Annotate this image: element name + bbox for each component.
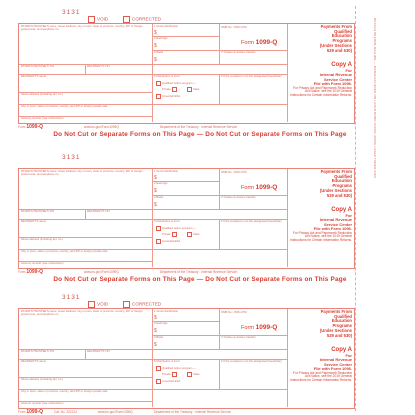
form-footer: Form 1099-Q Cat. No. 32223J www.irs.gov/Form1099Q Department of the Treasury - Internal Revenue Service (18, 409, 232, 415)
box6-label: 6 If the recipient is not the designated beneficiary (221, 219, 282, 223)
box2-label: 2 Earnings (154, 181, 168, 185)
box2-dollar: $ (154, 43, 157, 49)
corrected-checkbox[interactable] (123, 16, 161, 23)
box3-dollar: $ (154, 342, 157, 348)
city-label: City or town, state or province, country, and ZIP or foreign postal code (21, 389, 108, 393)
copy-a-block: Copy A For Internal Revenue Service Center File with Form 1096. For Privacy Act and Paperwork Reduction Act Notice, see the 2019 General Instructions for Certain Information Returns. (290, 347, 352, 383)
form-number: Form 1099-Q (241, 324, 278, 331)
corrected-box[interactable] (123, 301, 130, 308)
tax-form-sheet (8, 6, 408, 415)
form-grid (18, 308, 355, 409)
box2-label: 2 Earnings (154, 36, 168, 40)
box5-state[interactable]: State (187, 232, 200, 237)
recipient-name-label: RECIPIENT'S name (21, 219, 47, 223)
box5-state[interactable]: State (187, 87, 200, 92)
corrected-checkbox[interactable] (123, 301, 161, 308)
form-title: Payments From Qualified Education Programs (Under Sections 529 and 530) (319, 24, 352, 53)
corrected-label: CORRECTED (132, 16, 162, 22)
form-1099q-middle (18, 151, 353, 275)
box1-label: 1 Gross distribution (154, 309, 179, 313)
box6-label: 6 If the recipient is not the designated beneficiary (221, 359, 282, 363)
box5-qtp[interactable]: Qualified tuition program — (156, 81, 196, 86)
box3-label: 3 Basis (154, 195, 164, 199)
box4-label: 4 Trustee-to-trustee transfer (221, 195, 256, 199)
street-label: Street address (including apt. no.) (21, 92, 63, 96)
box3-dollar: $ (154, 202, 157, 208)
box3-dollar: $ (154, 57, 157, 63)
form-1099q-bottom (18, 291, 353, 415)
cut-notice-2: Do Not Cut or Separate Forms on This Page — Do Not Cut or Separate Forms on This Page (53, 276, 347, 283)
box5-coverdell[interactable]: Coverdell ESA (156, 94, 180, 99)
payer-info-label: PAYER'S/TRUSTEE'S name, street address, city or town, state or province, country, ZIP or foreign postal code, and telephone no. (21, 309, 143, 317)
form-1099q-top (18, 6, 353, 130)
box5-coverdell[interactable]: Coverdell ESA (156, 239, 180, 244)
omb-number: OMB No. 1545-1760 (221, 310, 247, 314)
omb-number: OMB No. 1545-1760 (221, 170, 247, 174)
box5-state[interactable]: State (187, 372, 200, 377)
form-number: Form 1099-Q (241, 39, 278, 46)
recipient-tin-label: RECIPIENT'S TIN (87, 64, 110, 68)
account-label: Account number (see instructions) (21, 261, 64, 265)
void-checkbox[interactable] (88, 301, 108, 308)
recipient-name-label: RECIPIENT'S name (21, 359, 47, 363)
box5-private[interactable]: Private (162, 232, 178, 237)
box2-dollar: $ (154, 328, 157, 334)
box5-coverdell[interactable]: Coverdell ESA (156, 379, 180, 384)
payer-info-label: PAYER'S/TRUSTEE'S name, street address, city or town, state or province, country, ZIP or foreign postal code, and telephone no. (21, 24, 143, 32)
box4-label: 4 Trustee-to-trustee transfer (221, 335, 256, 339)
void-checkbox[interactable] (88, 16, 108, 23)
box1-dollar: $ (154, 175, 157, 181)
omb-number: OMB No. 1545-1760 (221, 25, 247, 29)
form-grid (18, 23, 355, 124)
box5-private[interactable]: Private (162, 87, 178, 92)
void-box[interactable] (88, 301, 95, 308)
box5-qtp[interactable]: Qualified tuition program — (156, 366, 196, 371)
box1-dollar: $ (154, 30, 157, 36)
box3-label: 3 Basis (154, 50, 164, 54)
payer-info-label: PAYER'S/TRUSTEE'S name, street address, city or town, state or province, country, ZIP or foreign postal code, and telephone no. (21, 169, 143, 177)
form-grid (18, 168, 355, 269)
box5-label: 5 Distribution is from: (154, 359, 181, 363)
form-title: Payments From Qualified Education Programs (Under Sections 529 and 530) (319, 169, 352, 198)
account-label: Account number (see instructions) (21, 401, 64, 405)
form-footer: Form 1099-Q www.irs.gov/Form1099Q Department of the Treasury - Internal Revenue Service (18, 124, 238, 130)
city-label: City or town, state or province, country, and ZIP or foreign postal code (21, 104, 108, 108)
box6-label: 6 If the recipient is not the designated beneficiary (221, 74, 282, 78)
side-notice: DETACH BEFORE MAILING — MANUFACTURED ON LASER BOND PAPER USING LASER TONER INKS (373, 18, 377, 179)
street-label: Street address (including apt. no.) (21, 237, 63, 241)
copy-a-block: Copy A For Internal Revenue Service Center File with Form 1096. For Privacy Act and Paperwork Reduction Act Notice, see the 2019 General Instructions for Certain Information Returns. (290, 62, 352, 98)
form-code: 3131 (62, 9, 81, 16)
form-number: Form 1099-Q (241, 184, 278, 191)
box5-label: 5 Distribution is from: (154, 219, 181, 223)
recipient-tin-label: RECIPIENT'S TIN (87, 209, 110, 213)
street-label: Street address (including apt. no.) (21, 377, 63, 381)
form-title: Payments From Qualified Education Programs (Under Sections 529 and 530) (319, 309, 352, 338)
recipient-name-label: RECIPIENT'S name (21, 74, 47, 78)
box2-dollar: $ (154, 188, 157, 194)
perforation-line (355, 6, 356, 411)
box1-dollar: $ (154, 315, 157, 321)
payer-tin-label: PAYER'S/TRUSTEE'S TIN (21, 349, 54, 353)
account-label: Account number (see instructions) (21, 116, 64, 120)
box5-private[interactable]: Private (162, 372, 178, 377)
payer-tin-label: PAYER'S/TRUSTEE'S TIN (21, 64, 54, 68)
box2-label: 2 Earnings (154, 321, 168, 325)
form-code: 3131 (62, 294, 81, 301)
form-code: 3131 (62, 154, 81, 161)
void-label: VOID (97, 301, 109, 307)
corrected-box[interactable] (123, 16, 130, 23)
box5-label: 5 Distribution is from: (154, 74, 181, 78)
form-footer: Form 1099-Q www.irs.gov/Form1099Q Department of the Treasury - Internal Revenue Service (18, 269, 238, 275)
payer-tin-label: PAYER'S/TRUSTEE'S TIN (21, 209, 54, 213)
box1-label: 1 Gross distribution (154, 169, 179, 173)
box3-label: 3 Basis (154, 335, 164, 339)
cut-notice-1: Do Not Cut or Separate Forms on This Page — Do Not Cut or Separate Forms on This Page (53, 131, 347, 138)
box1-label: 1 Gross distribution (154, 24, 179, 28)
box4-label: 4 Trustee-to-trustee transfer (221, 50, 256, 54)
void-label: VOID (97, 16, 109, 22)
copy-a-block: Copy A For Internal Revenue Service Center File with Form 1096. For Privacy Act and Paperwork Reduction Act Notice, see the 2019 General Instructions for Certain Information Returns. (290, 207, 352, 243)
city-label: City or town, state or province, country, and ZIP or foreign postal code (21, 249, 108, 253)
corrected-label: CORRECTED (132, 301, 162, 307)
recipient-tin-label: RECIPIENT'S TIN (87, 349, 110, 353)
box5-qtp[interactable]: Qualified tuition program — (156, 226, 196, 231)
void-box[interactable] (88, 16, 95, 23)
